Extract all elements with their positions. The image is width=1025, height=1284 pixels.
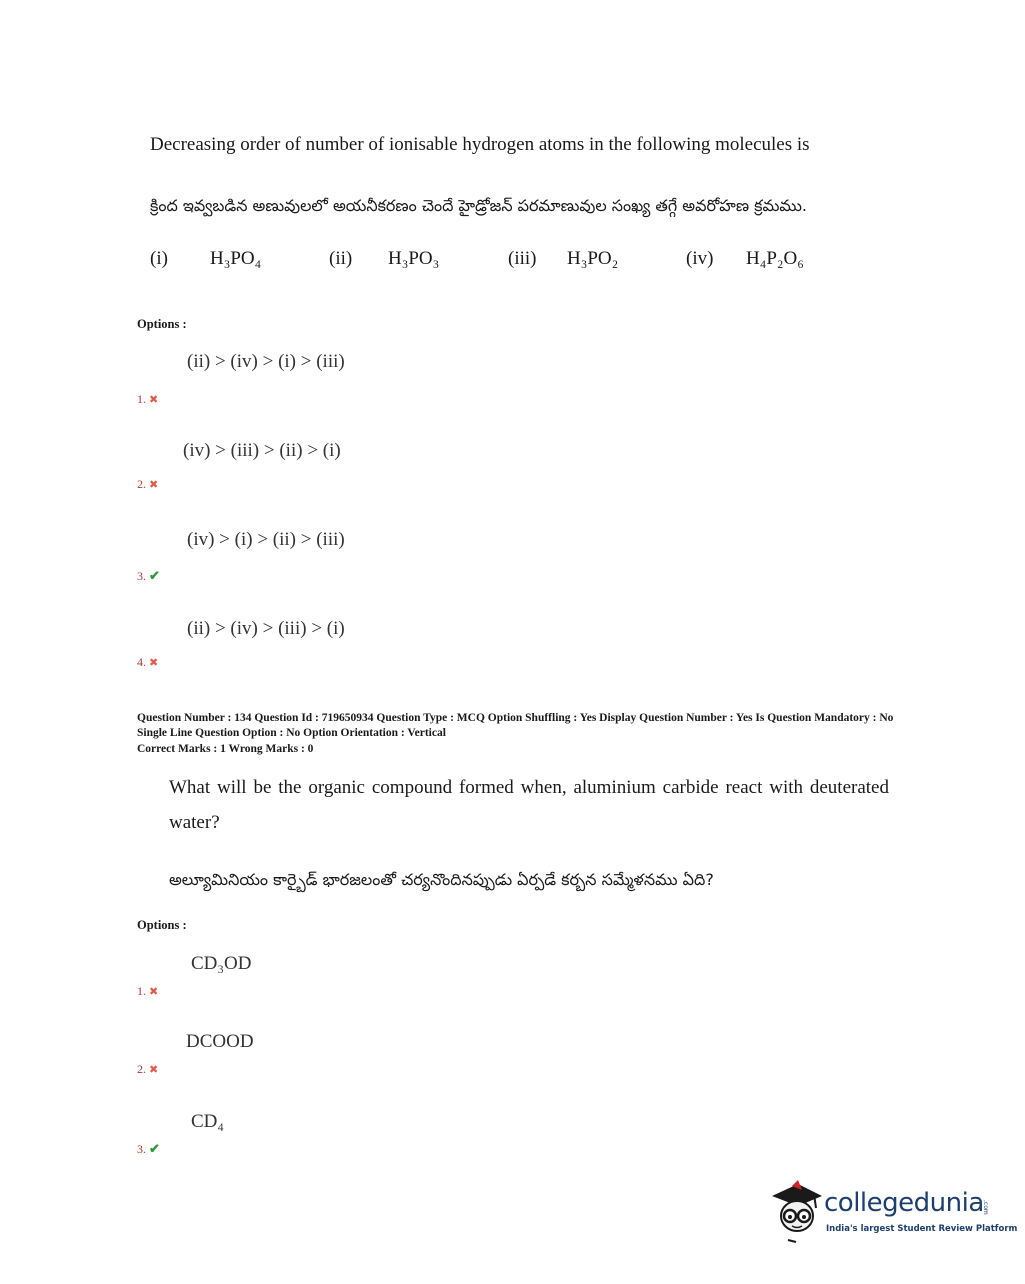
compound-label: (iii) xyxy=(508,248,537,269)
option-number xyxy=(137,984,158,999)
option-text: CD₄ xyxy=(191,1111,225,1132)
question2-stem-english: What will be the organic compound formed when, aluminium carbide react with deuterated water? xyxy=(169,777,889,833)
question1-stem-english: Decreasing order of number of ionisable hydrogen atoms in the following molecules is xyxy=(150,134,810,155)
option-number-label: 3. xyxy=(137,569,146,583)
option-number-label: 3. xyxy=(137,1142,146,1156)
option-text: (ii) > (iv) > (iii) > (i) xyxy=(187,618,345,639)
question1-stem-telugu: క్రింద ఇవ్వబడిన అణువులలో అయనీకరణం చెందే హైడ్రోజన్ పరమాణువుల సంఖ్య తగ్గే అవరోహణ క్రమము. xyxy=(150,196,807,215)
options-label: Options : xyxy=(137,317,187,331)
compound-label: (iv) xyxy=(686,248,714,269)
options-label: Options : xyxy=(137,918,187,932)
option-text: DCOOD xyxy=(186,1031,254,1052)
option-number-label: 1. xyxy=(137,984,146,998)
logo-brand-text: collegedunia xyxy=(824,1188,984,1218)
question2-stem-telugu: అల్యూమినియం కార్బైడ్ భారజలంతో చర్యనొందినప్పుడు ఏర్పడే కర్బన సమ్మేళనము ఏది? xyxy=(169,870,714,889)
option-number xyxy=(137,1062,158,1077)
wrong-mark-icon: ✖ xyxy=(149,1064,159,1076)
compound-formula: H₃PO₄ xyxy=(210,248,262,269)
logo-tagline: India's largest Student Review Platform xyxy=(826,1224,1018,1234)
compound-formula: H₃PO₃ xyxy=(388,248,440,269)
option-number xyxy=(137,477,158,492)
compound-formula: H₄P₂O₆ xyxy=(746,248,804,269)
compound-label: (ii) xyxy=(329,248,353,269)
option-text: CD₃OD xyxy=(191,953,252,974)
option-text: (iv) > (iii) > (ii) > (i) xyxy=(183,440,341,461)
option-number-label: 2. xyxy=(137,1062,146,1076)
compound-list xyxy=(150,248,850,274)
collegedunia-logo xyxy=(768,1178,1018,1248)
wrong-mark-icon: ✖ xyxy=(149,986,159,998)
wrong-mark-icon: ✖ xyxy=(149,657,159,669)
question-marks: Correct Marks : 1 Wrong Marks : 0 xyxy=(137,743,314,755)
wrong-mark-icon: ✖ xyxy=(149,479,159,491)
option-text: (ii) > (iv) > (i) > (iii) xyxy=(187,351,345,372)
option-number-label: 4. xyxy=(137,655,146,669)
correct-check-icon: ✔ xyxy=(149,1141,160,1156)
option-number xyxy=(137,1141,160,1157)
option-number xyxy=(137,655,158,670)
compound-formula: H₃PO₂ xyxy=(567,248,619,269)
mascot-icon xyxy=(768,1178,826,1248)
option-number xyxy=(137,568,160,584)
logo-dotcom-text: .com xyxy=(982,1200,989,1215)
option-number-label: 2. xyxy=(137,477,146,491)
option-number xyxy=(137,392,158,407)
wrong-mark-icon: ✖ xyxy=(149,394,159,406)
question-metadata: Question Number : 134 Question Id : 719650934 Question Type : MCQ Option Shuffling : Yes Display Question Number : Yes Is Question Mandatory : No Single Line Question Option : No Option Orientation : Vertical xyxy=(137,712,894,739)
compound-label: (i) xyxy=(150,248,168,269)
option-text: (iv) > (i) > (ii) > (iii) xyxy=(187,529,345,550)
correct-check-icon: ✔ xyxy=(149,568,160,583)
option-number-label: 1. xyxy=(137,392,146,406)
